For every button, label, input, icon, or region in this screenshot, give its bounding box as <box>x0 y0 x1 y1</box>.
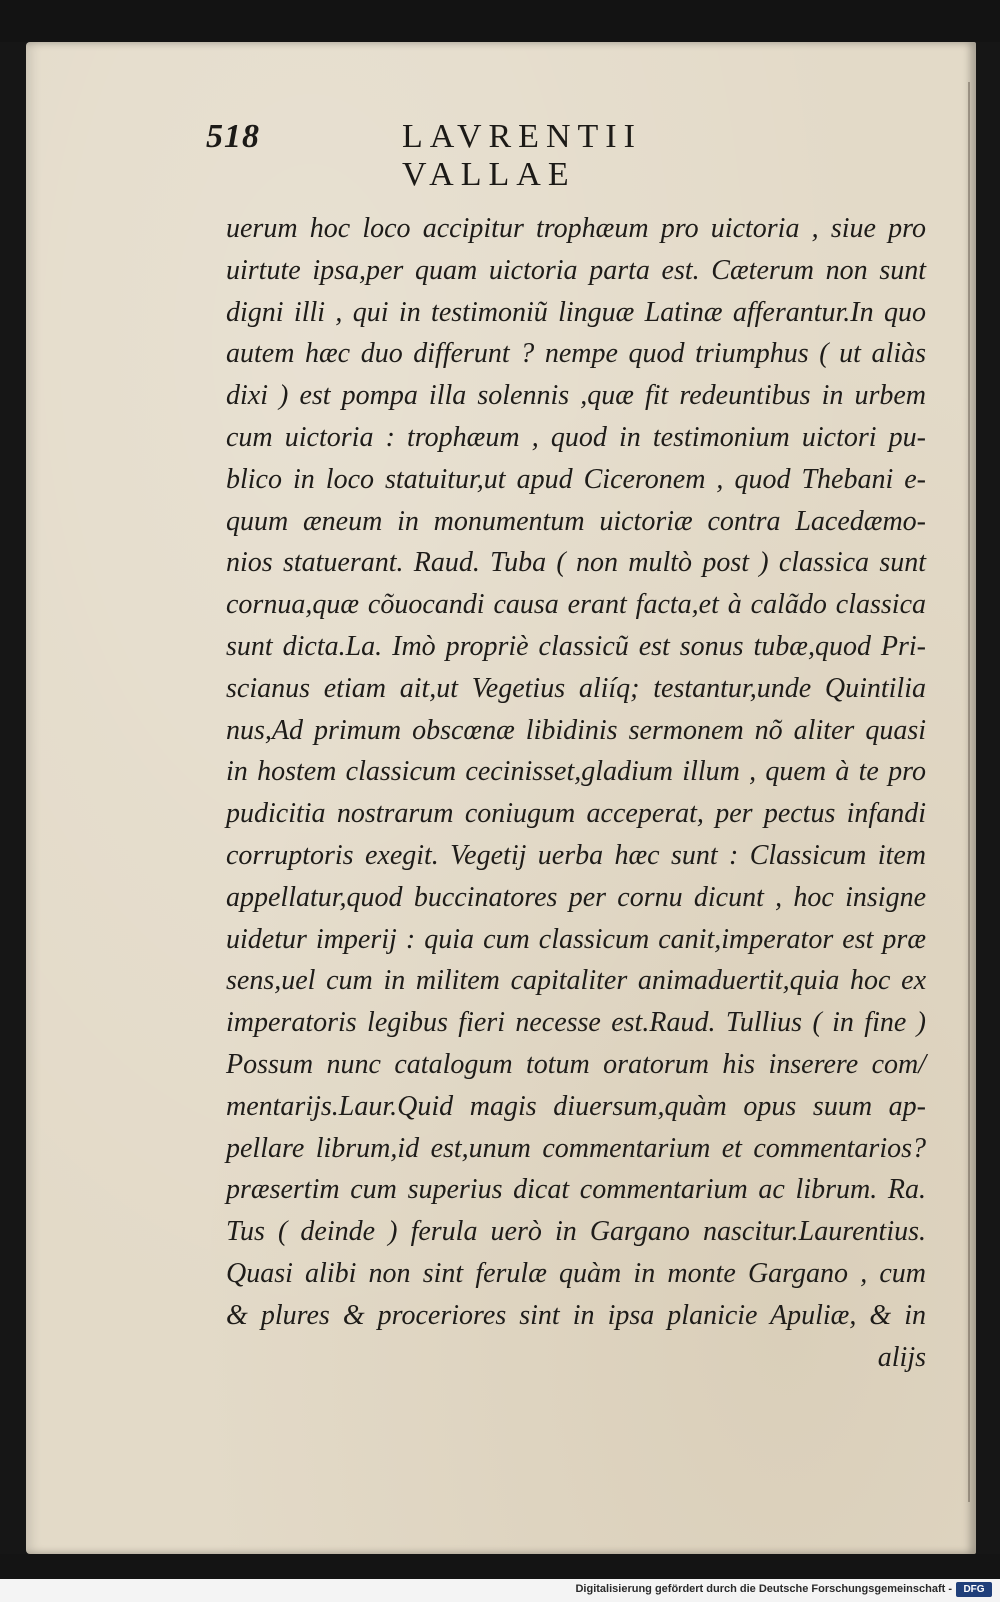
text-line: appellatur,quod buccinatores per cornu dicunt , hoc insigne <box>226 881 926 913</box>
text-line: nus,Ad primum obscœnæ libidinis sermonem nõ aliter quasi <box>226 714 926 746</box>
text-line: uidetur imperij : quia cum classicum canit,imperator est præ <box>226 923 926 955</box>
book-page <box>26 42 976 1554</box>
text-line: Tus ( deinde ) ferula uerò in Gargano nascitur.Laurentius. <box>226 1216 926 1248</box>
text-line: scianus etiam ait,ut Vegetius aliíq; testantur,unde Quintilia <box>226 672 926 704</box>
text-line: Possum nunc catalogum totum oratorum his inserere com/ <box>226 1048 926 1080</box>
digitization-footer <box>0 1579 1000 1602</box>
text-line: & plures & proceriores sint in ipsa planicie Apuliæ, & in <box>226 1299 926 1331</box>
text-line: blico in loco statuitur,ut apud Ciceronem , quod Thebani e- <box>226 463 926 495</box>
text-line: Quasi alibi non sint ferulæ quàm in monte Gargano , cum <box>226 1257 926 1289</box>
text-line: dixi ) est pompa illa solennis ,quæ fit redeuntibus in urbem <box>226 380 926 412</box>
text-line: præsertim cum superius dicat commentarium ac librum. Ra. <box>226 1174 926 1206</box>
page-number: 518 <box>206 118 260 155</box>
page-edge-shadow <box>968 82 970 1502</box>
text-line: cornua,quæ cõuocandi causa erant facta,et à calãdo classica <box>226 589 926 621</box>
text-line: uirtute ipsa,per quam uictoria parta est. Cæterum non sunt <box>226 254 926 286</box>
text-line: corruptoris exegit. Vegetij uerba hæc sunt : Classicum item <box>226 839 926 871</box>
scan-top-border <box>0 0 1000 42</box>
text-line: nios statuerant. Raud. Tuba ( non multò post ) classica sunt <box>226 547 926 579</box>
text-line: sunt dicta.La. Imò propriè classicũ est sonus tubæ,quod Pri- <box>226 630 926 662</box>
text-line: sens,uel cum in militem capitaliter animaduertit,quia hoc ex <box>226 965 926 997</box>
text-line: digni illi , qui in testimoniũ linguæ Latinæ afferantur.In quo <box>226 296 926 328</box>
text-line: quum æneum in monumentum uictoriæ contra Lacedæmo- <box>226 505 926 537</box>
text-line: mentarijs.Laur.Quid magis diuersum,quàm opus suum ap- <box>226 1090 926 1122</box>
text-line: imperatoris legibus fieri necesse est.Raud. Tullius ( in fine ) <box>226 1007 926 1039</box>
text-line: cum uictoria : trophæum , quod in testimonium uictori pu- <box>226 421 926 453</box>
text-line: autem hæc duo differunt ? nempe quod triumphus ( ut aliàs <box>226 338 926 370</box>
dfg-logo: DFG <box>956 1582 992 1597</box>
body-text <box>226 208 926 1378</box>
running-head-title: LAVRENTII VALLAE <box>402 118 642 193</box>
text-line: in hostem classicum cecinisset,gladium illum , quem à te pro <box>226 756 926 788</box>
text-line: alijs <box>877 1341 926 1373</box>
funding-credit: Digitalisierung gefördert durch die Deutsche Forschungsgemeinschaft - <box>575 1583 952 1595</box>
text-line: pudicitia nostrarum coniugum acceperat, per pectus infandi <box>226 798 926 830</box>
text-line: pellare librum,id est,unum commentarium et commentarios? <box>226 1132 926 1164</box>
text-line: uerum hoc loco accipitur trophæum pro uictoria , siue pro <box>226 213 926 244</box>
